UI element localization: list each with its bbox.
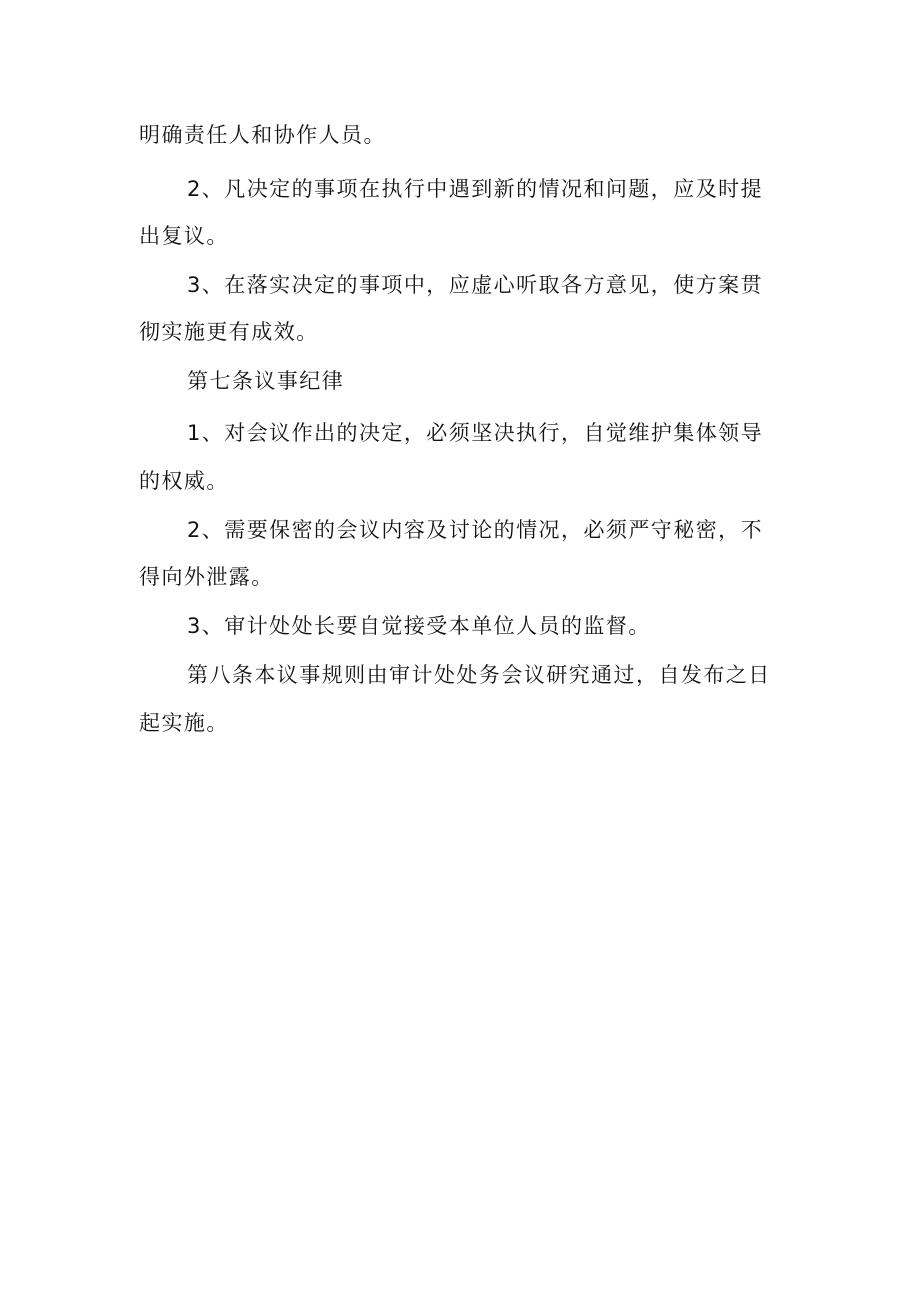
paragraph-line: 明确责任人和协作人员。 <box>139 123 386 147</box>
paragraph-line: 的权威。 <box>139 469 229 493</box>
paragraph-line: 第八条本议事规则由审计处处务会议研究通过，自发布之日 <box>187 663 771 687</box>
paragraph-line: 3、在落实决定的事项中，应虚心听取各方意见，使方案贯 <box>187 273 764 297</box>
paragraph-line: 2、凡决定的事项在执行中遇到新的情况和问题，应及时提 <box>187 177 764 201</box>
paragraph-line: 1、对会议作出的决定，必须坚决执行，自觉维护集体领导 <box>187 421 764 445</box>
section-heading: 第七条议事纪律 <box>187 369 345 393</box>
paragraph-line: 2、需要保密的会议内容及讨论的情况，必须严守秘密，不 <box>187 518 764 542</box>
paragraph-line: 彻实施更有成效。 <box>139 320 319 344</box>
paragraph-line: 起实施。 <box>139 711 229 735</box>
paragraph-line: 3、审计处处长要自觉接受本单位人员的监督。 <box>187 614 651 638</box>
paragraph-line: 得向外泄露。 <box>139 565 274 589</box>
paragraph-line: 出复议。 <box>139 224 229 248</box>
